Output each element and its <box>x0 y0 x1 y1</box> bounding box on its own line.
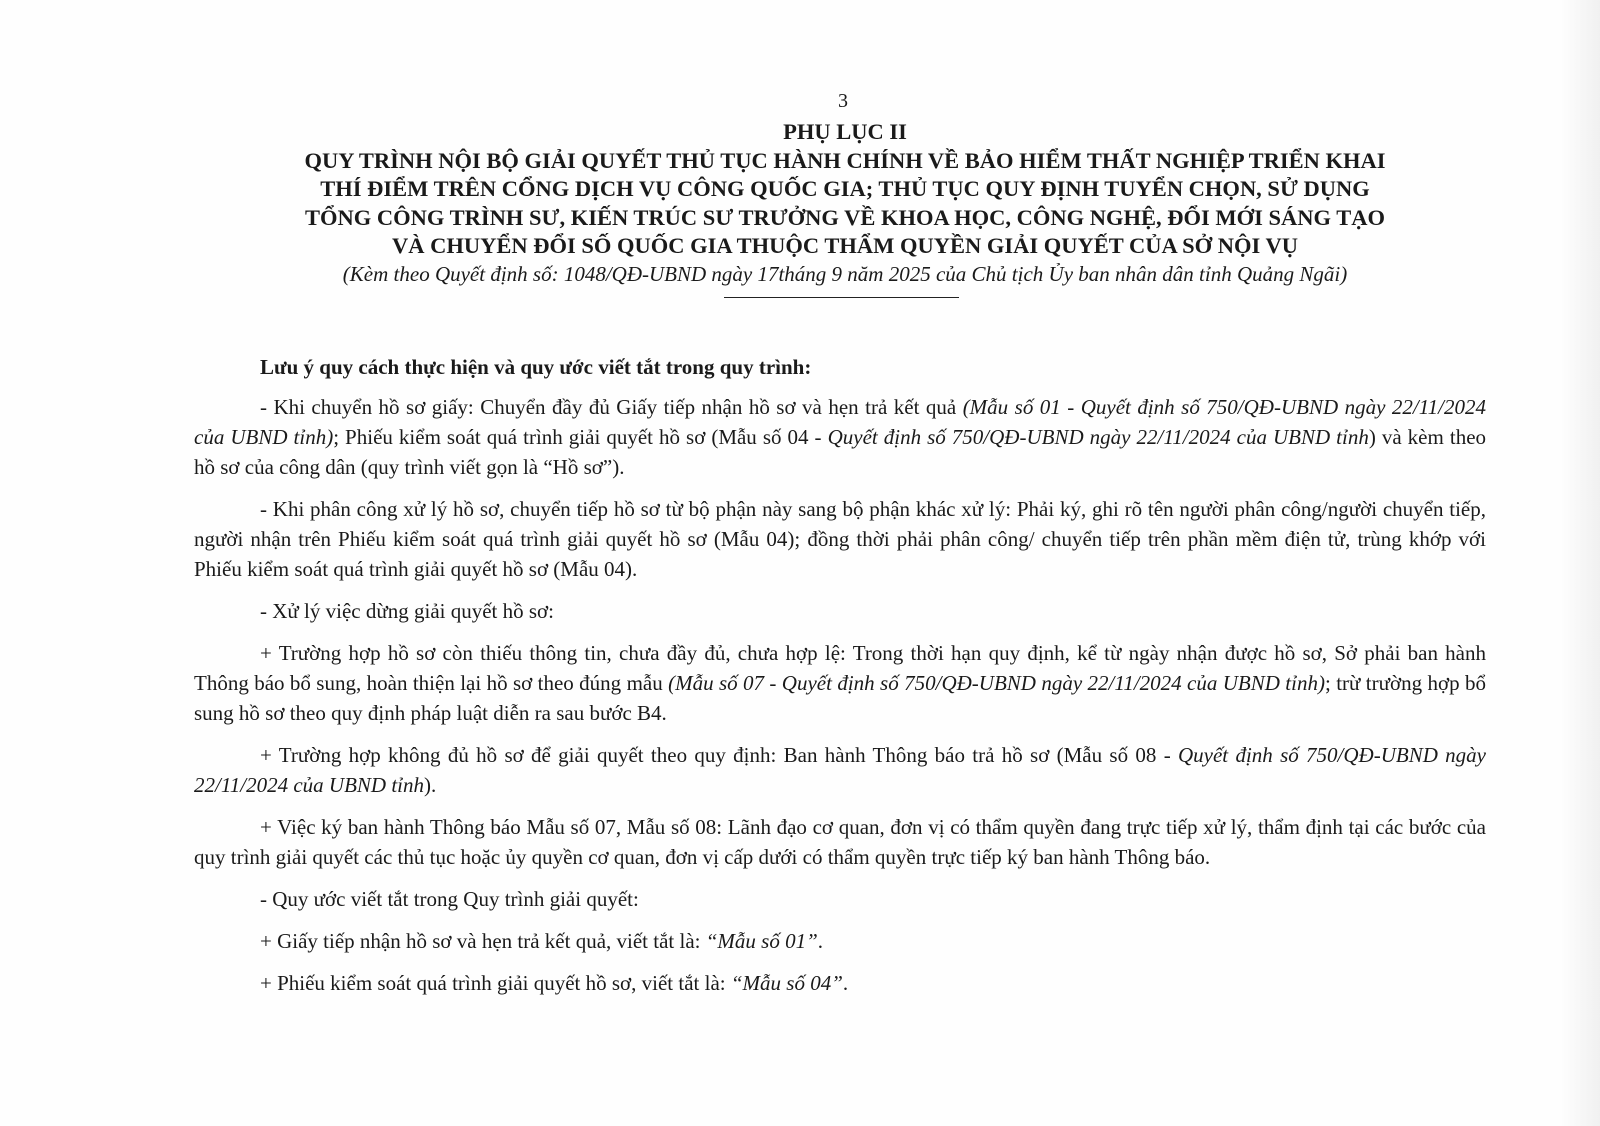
paragraph-abbrev-01 <box>194 926 1486 956</box>
document-body <box>194 352 1486 1010</box>
paragraph-abbreviations: - Quy ước viết tắt trong Quy trình giải quyết: <box>260 887 639 911</box>
text-run: ). <box>424 773 437 797</box>
text-run: + Trường hợp không đủ hồ sơ để giải quyết theo quy định: Ban hành Thông báo trả hồ sơ (Mẫu số 08 - <box>260 743 1178 767</box>
section-title: Lưu ý quy cách thực hiện và quy ước viết tắt trong quy trình: <box>260 355 812 379</box>
appendix-title: PHỤ LỤC II <box>783 119 907 144</box>
header-line: THÍ ĐIỂM TRÊN CỔNG DỊCH VỤ CÔNG QUỐC GIA; THỦ TỤC QUY ĐỊNH TUYỂN CHỌN, SỬ DỤNG <box>320 176 1370 201</box>
paragraph-missing-info <box>194 638 1486 728</box>
italic-run: Quyết định số 750/QĐ-UBND ngày 22/11/2024 của UBND tỉnh <box>827 425 1369 449</box>
paragraph-assignment: - Khi phân công xử lý hồ sơ, chuyển tiếp hồ sơ từ bộ phận này sang bộ phận khác xử lý: Phải ký, ghi rõ tên người phân công/người chuyển tiếp, người nhận trên Phiếu kiểm soát quá trình giải quyết hồ sơ (Mẫu 04); đồng thời phải phân công/ chuyển tiếp trên phần mềm điện tử, trùng khớp với Phiếu kiểm soát quá trình giải quyết hồ sơ (Mẫu 04). <box>194 497 1486 581</box>
text-run: + Giấy tiếp nhận hồ sơ và hẹn trả kết quả, viết tắt là: <box>260 929 706 953</box>
document-header <box>200 118 1490 261</box>
header-line: VÀ CHUYỂN ĐỔI SỐ QUỐC GIA THUỘC THẨM QUYỀN GIẢI QUYẾT CỦA SỞ NỘI VỤ <box>392 233 1298 258</box>
header-line: QUY TRÌNH NỘI BỘ GIẢI QUYẾT THỦ TỤC HÀNH CHÍNH VỀ BẢO HIỂM THẤT NGHIỆP TRIỂN KHAI <box>304 147 1386 173</box>
italic-run: “Mẫu số 01” <box>705 929 818 953</box>
header-line: TỔNG CÔNG TRÌNH SƯ, KIẾN TRÚC SƯ TRƯỞNG VỀ KHOA HỌC, CÔNG NGHỆ, ĐỔI MỚI SÁNG TẠO <box>305 204 1385 230</box>
paragraph-signing: + Việc ký ban hành Thông báo Mẫu số 07, Mẫu số 08: Lãnh đạo cơ quan, đơn vị có thẩm quyền đang trực tiếp xử lý, thẩm định tại các bước của quy trình giải quyết các thủ tục hoặc ủy quyền cơ quan, đơn vị cấp dưới có thẩm quyền trực tiếp ký ban hành Thông báo. <box>194 815 1486 869</box>
text-run: - Khi chuyển hồ sơ giấy: Chuyển đầy đủ Giấy tiếp nhận hồ sơ và hẹn trả kết quả <box>260 395 963 419</box>
text-run: + Phiếu kiểm soát quá trình giải quyết hồ sơ, viết tắt là: <box>260 971 731 995</box>
page-number: 3 <box>838 90 848 112</box>
italic-run: Quyết định số 750/QĐ-UBND ngày 22/11/2024 của UBND tỉnh <box>194 743 1487 797</box>
text-run: . <box>817 929 824 953</box>
paragraph-abbrev-04 <box>194 968 1486 998</box>
scan-edge-shadow <box>1560 0 1600 1126</box>
text-run: ) và kèm theo hồ sơ của công dân (quy trình viết gọn là “Hồ sơ”). <box>194 425 1487 479</box>
text-run: + Trường hợp hồ sơ còn thiếu thông tin, chưa đầy đủ, chưa hợp lệ: Trong thời hạn quy định, kể từ ngày nhận được hồ sơ, Sở phải ban hành Thông báo bổ sung, hoàn thiện lại hồ sơ theo đúng mẫu <box>194 641 1486 695</box>
paragraph-paper-transfer <box>194 392 1486 482</box>
text-run: ; Phiếu kiểm soát quá trình giải quyết hồ sơ (Mẫu số 04 - <box>333 425 828 449</box>
attachment-line: (Kèm theo Quyết định số: 1048/QĐ-UBND ngày 17tháng 9 năm 2025 của Chủ tịch Ủy ban nhân dân tỉnh Quảng Ngãi) <box>342 262 1348 286</box>
text-run: . <box>842 971 849 995</box>
header-underline <box>724 297 959 298</box>
italic-run: “Mẫu số 04” <box>730 971 843 995</box>
italic-run: (Mẫu số 01 - Quyết định số 750/QĐ-UBND ngày 22/11/2024 của UBND tỉnh) <box>194 395 1486 449</box>
paragraph-insufficient <box>194 740 1486 800</box>
paragraph-stop-processing: - Xử lý việc dừng giải quyết hồ sơ: <box>260 599 554 623</box>
text-run: ; trừ trường hợp bổ sung hồ sơ theo quy định pháp luật diễn ra sau bước B4. <box>194 671 1486 725</box>
italic-run: (Mẫu số 07 - Quyết định số 750/QĐ-UBND ngày 22/11/2024 của UBND tỉnh) <box>668 671 1325 695</box>
